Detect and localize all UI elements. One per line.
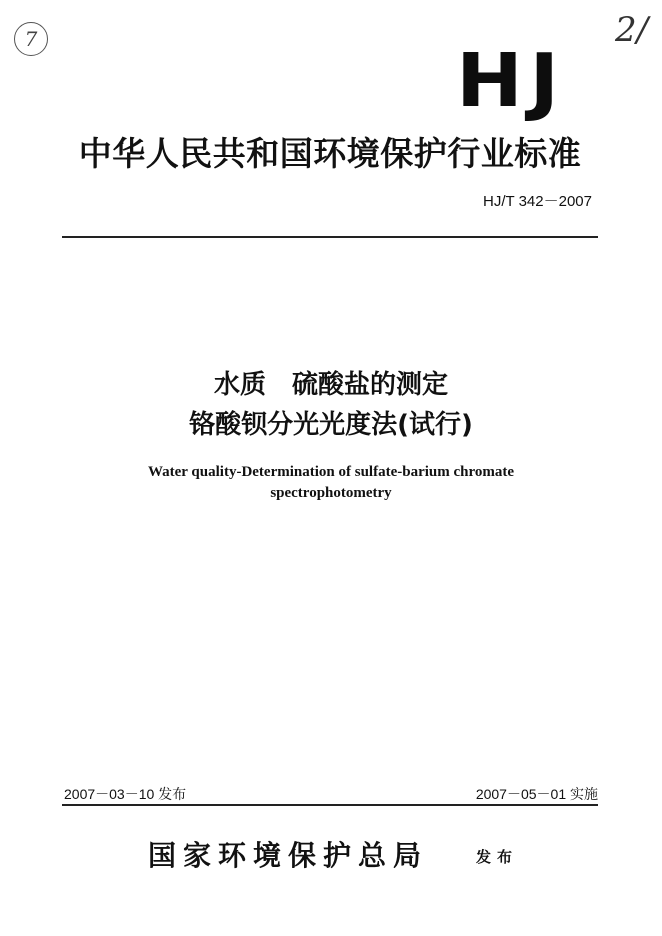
chinese-title-line-2: 铬酸钡分光光度法(试行) <box>189 410 473 440</box>
hj-logo: HJ <box>456 38 566 124</box>
top-divider <box>62 236 598 238</box>
organization-title: 中华人民共和国环境保护行业标准 <box>78 134 582 173</box>
english-title-line-2: spectrophotometry <box>270 485 392 501</box>
handwritten-circle-mark: 7 <box>14 22 48 56</box>
english-title-line-1: Water quality-Determination of sulfate-barium chromate <box>147 464 515 480</box>
chinese-title-line-1: 水质 硫酸盐的测定 <box>213 370 448 400</box>
publisher-name: 国家环境保护总局 <box>148 839 429 872</box>
implementation-date: 2007－05－01 实施 <box>475 786 598 802</box>
publish-label: 发布 <box>476 848 519 866</box>
bottom-divider <box>62 804 598 806</box>
handwritten-corner-mark: 2/ <box>615 10 649 50</box>
issue-date: 2007－03－10 发布 <box>64 786 187 802</box>
standard-number: HJ/T 342－2007 <box>483 193 592 210</box>
